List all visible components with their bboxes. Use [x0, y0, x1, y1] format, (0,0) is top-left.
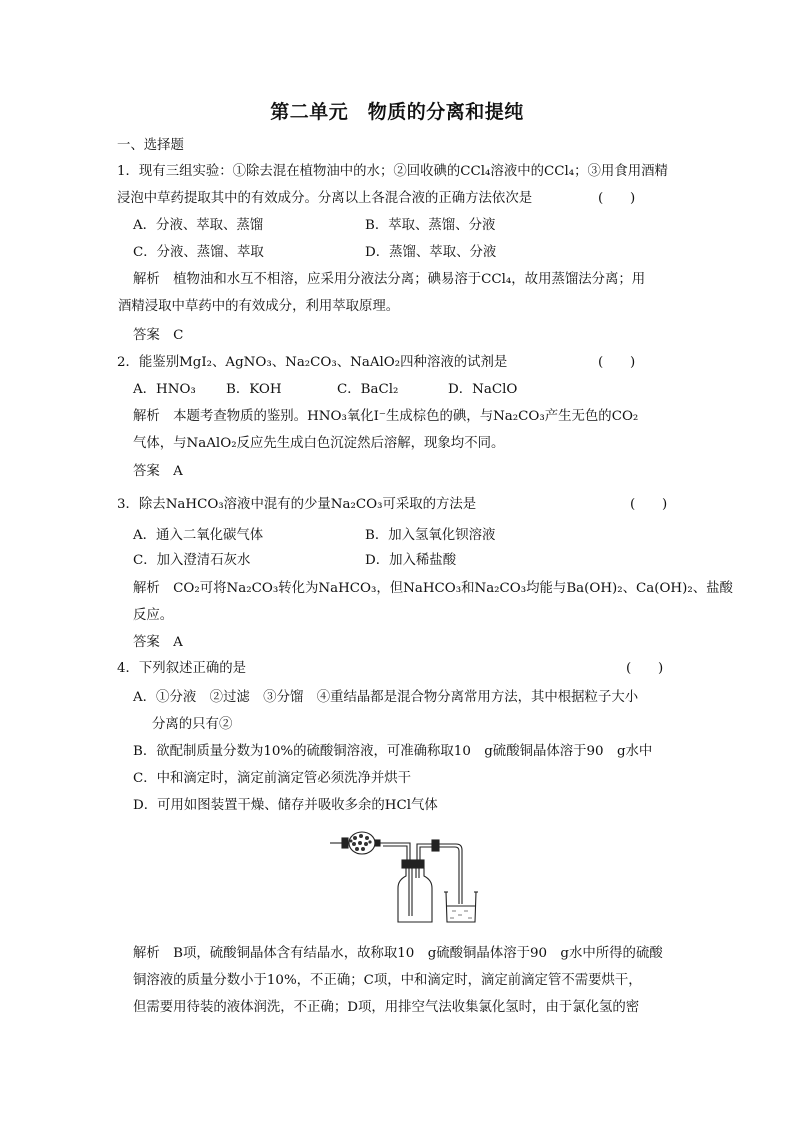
tube-connector [432, 840, 439, 851]
q4-answer-blank: ( ) [626, 661, 664, 676]
section-heading: 一、选择题 [117, 138, 184, 153]
q1-answer-blank: ( ) [598, 191, 636, 206]
page-title: 第二单元 物质的分离和提纯 [270, 101, 524, 123]
q4-option-b: B．欲配制质量分数为10%的硫酸铜溶液，可准确称取10 g硫酸铜晶体溶于90 g水中 [133, 744, 653, 759]
q4-explanation-line2: 铜溶液的质量分数小于10%，不正确；C项，中和滴定时，滴定前滴定管不需要烘干， [133, 973, 642, 988]
q1-stem-line1: 1．现有三组实验：①除去混在植物油中的水；②回收碘的CCl₄溶液中的CCl₄；③用食用酒精 [117, 164, 668, 179]
q3-option-d: D．加入稀盐酸 [365, 553, 457, 568]
q1-option-b: B．萃取、蒸馏、分液 [365, 218, 496, 233]
q1-explanation-line1: 解析 植物油和水互不相溶，应采用分液法分离；碘易溶于CCl₄，故用蒸馏法分离；用 [133, 272, 646, 287]
drying-agent-granules [350, 834, 372, 851]
q4-option-d: D．可用如图装置干燥、储存并吸收多余的HCl气体 [133, 798, 438, 813]
q3-option-a: A．通入二氧化碳气体 [133, 528, 264, 543]
q2-explanation-line2: 气体，与NaAlO₂反应先生成白色沉淀然后溶解，现象均不同。 [133, 436, 505, 451]
q4-option-c: C．中和滴定时，滴定前滴定管必须洗净并烘干 [133, 771, 412, 786]
drying-tube-stopper-right [375, 840, 380, 846]
q3-explanation-line1: 解析 CO₂可将Na₂CO₃转化为NaHCO₃，但NaHCO₃和Na₂CO₃均能与Ba(OH)₂、Ca(OH)₂、盐酸 [133, 581, 733, 596]
beaker-liquid [450, 911, 472, 918]
q1-option-a: A．分液、萃取、蒸馏 [133, 218, 264, 233]
q2-option-c: C．BaCl₂ [337, 382, 399, 397]
q3-answer-blank: ( ) [630, 497, 668, 512]
q2-stem: 2．能鉴别MgI₂、AgNO₃、Na₂CO₃、NaAlO₂四种溶液的试剂是 [117, 355, 508, 370]
gas-bottle [398, 868, 432, 922]
q2-answer-blank: ( ) [598, 355, 636, 370]
q3-stem: 3．除去NaHCO₃溶液中混有的少量Na₂CO₃可采取的方法是 [117, 497, 477, 512]
q2-option-a: A．HNO₃ [133, 382, 196, 397]
q1-option-d: D．蒸馏、萃取、分液 [365, 245, 497, 260]
q2-explanation-line1: 解析 本题考查物质的鉴别。HNO₃氧化I⁻生成棕色的碘，与Na₂CO₃产生无色的CO₂ [133, 409, 639, 424]
q2-option-d: D．NaClO [448, 382, 518, 397]
drying-tube-stopper-left [342, 838, 348, 848]
q3-option-b: B．加入氢氧化钡溶液 [365, 528, 496, 543]
q1-stem-line2: 浸泡中草药提取其中的有效成分。分离以上各混合液的正确方法依次是 [117, 191, 533, 206]
q4-option-a-line1: A．①分液 ②过滤 ③分馏 ④重结晶都是混合物分离常用方法，其中根据粒子大小 [133, 690, 639, 705]
q1-answer: 答案 C [133, 328, 184, 343]
q4-explanation-line3: 但需要用待装的液体润洗，不正确；D项，用排空气法收集氯化氢时，由于氯化氢的密 [133, 1000, 640, 1015]
beaker [446, 892, 476, 922]
q3-answer: 答案 A [133, 635, 183, 650]
q1-option-c: C．分液、蒸馏、萃取 [133, 245, 264, 260]
q4-option-a-line2: 分离的只有② [152, 717, 233, 732]
q4-stem: 4．下列叙述正确的是 [117, 661, 247, 676]
q1-explanation-line2: 酒精浸取中草药中的有效成分，利用萃取原理。 [118, 299, 400, 314]
q3-option-c: C．加入澄清石灰水 [133, 553, 251, 568]
q4-explanation-line1: 解析 B项，硫酸铜晶体含有结晶水，故称取10 g硫酸铜晶体溶于90 g水中所得的硫酸 [133, 946, 663, 961]
bottle-stopper [402, 860, 424, 868]
q2-answer: 答案 A [133, 464, 183, 479]
q2-option-b: B．KOH [226, 382, 282, 397]
q3-explanation-line2: 反应。 [133, 608, 174, 623]
apparatus-figure [328, 826, 488, 926]
